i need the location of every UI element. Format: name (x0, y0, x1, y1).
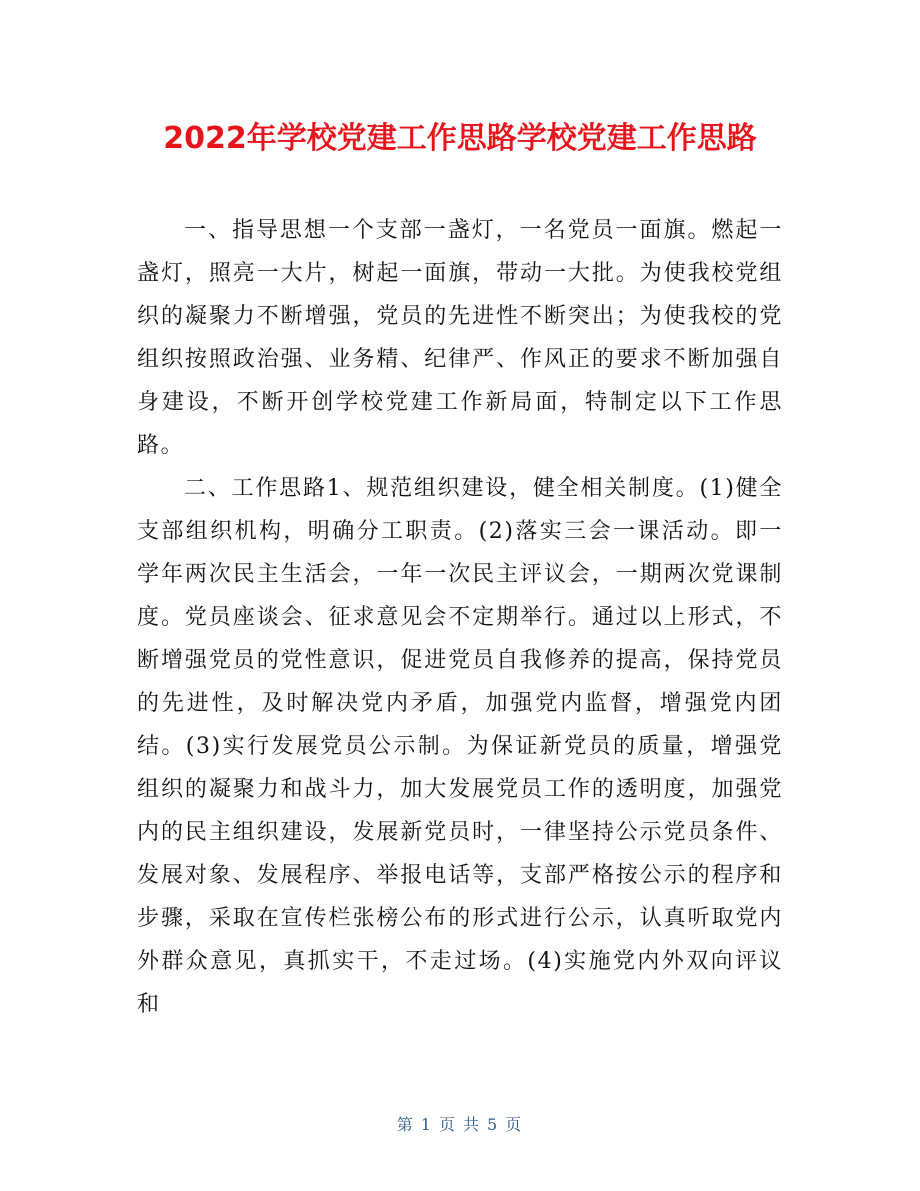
footer-suffix: 页 (505, 1115, 524, 1134)
footer-total-prefix: 共 (463, 1115, 482, 1134)
paragraph-guiding-thought: 一、指导思想一个支部一盏灯，一名党员一面旗。燃起一盏灯，照亮一大片，树起一面旗，带动一大批。为使我校党组织的凝聚力不断增强，党员的先进性不断突出；为使我校的党组织按照政治强、业务精、纪律严、作风正的要求不断加强自身建设，不断开创学校党建工作新局面，特制定以下工作思路。 (137, 218, 783, 458)
document-body (137, 209, 783, 1026)
footer-total-pages: 5 (487, 1115, 500, 1134)
footer-prefix: 第 (396, 1115, 415, 1134)
footer-page-word: 页 (438, 1115, 457, 1134)
page-footer (0, 1112, 920, 1135)
paragraph-work-approach: 二、工作思路1、规范组织建设，健全相关制度。(1)健全支部组织机构，明确分工职责。(2)落实三会一课活动。即一学年两次民主生活会，一年一次民主评议会，一期两次党课制度。党员座谈会、征求意见会不定期举行。通过以上形式，不断增强党员的党性意识，促进党员自我修养的提高，保持党员的先进性，及时解决党内矛盾，加强党内监督，增强党内团结。(3)实行发展党员公示制。为保证新党员的质量，增强党组织的凝聚力和战斗力，加大发展党员工作的透明度，加强党内的民主组织建设，发展新党员时，一律坚持公示党员条件、发展对象、发展程序、举报电话等，支部严格按公示的程序和步骤，采取在宣传栏张榜公布的形式进行公示，认真听取党内外群众意见，真抓实干，不走过场。(4)实施党内外双向评议和 (137, 476, 783, 1017)
footer-current-page: 1 (420, 1115, 433, 1134)
document-title: 2022年学校党建工作思路学校党建工作思路 (163, 121, 757, 156)
